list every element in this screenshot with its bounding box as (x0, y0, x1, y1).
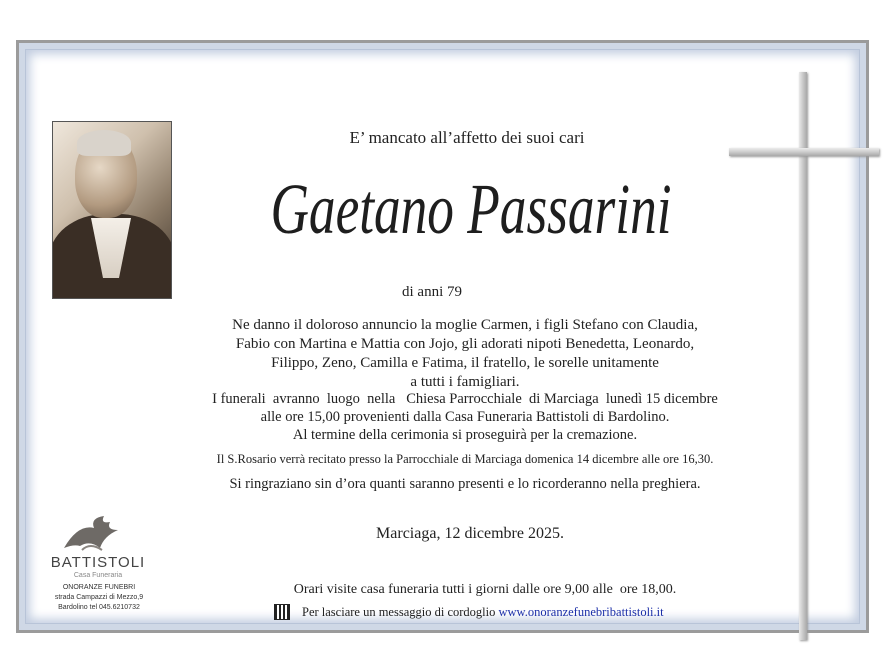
condolence-prefix: Per lasciare un messaggio di cordoglio (302, 605, 499, 619)
family-announcement (180, 316, 750, 392)
funeral-line: Al termine della cerimonia si proseguirà per la cremazione. (292, 427, 638, 443)
logo-info-line: Bardolino tel 045.6210732 (58, 604, 140, 611)
cross-icon-bar (729, 148, 879, 156)
condolence-message (302, 605, 664, 620)
cross-icon (799, 72, 807, 640)
family-line: Ne danno il doloroso annuncio la moglie Carmen, i figli Stefano con Claudia, (232, 317, 698, 333)
logo-subtitle: Casa Funeraria (73, 572, 123, 579)
intro-text: E’ mancato all’affetto dei suoi cari (349, 128, 585, 147)
funeral-line: alle ore 15,00 provenienti dalla Casa Funeraria Battistoli di Bardolino. (260, 409, 670, 425)
condolence-link[interactable]: www.onoranzefunebribattistoli.it (498, 605, 664, 619)
funeral-details (180, 390, 750, 444)
thanks-text: Si ringraziano sin d’ora quanti saranno presenti e lo ricorderanno nella preghiera. (229, 476, 701, 492)
portrait-photo (52, 121, 172, 299)
logo-info-line: ONORANZE FUNEBRI (62, 584, 136, 591)
qr-code-icon[interactable] (274, 604, 290, 620)
logo-name: BATTISTOLI (50, 554, 146, 571)
family-line: Filippo, Zeno, Camilla e Fatima, il fratello, le sorelle unitamente (271, 355, 659, 371)
logo-contact (40, 583, 158, 613)
funeral-line: I funerali avranno luogo nella Chiesa Parrocchiale di Marciaga lunedì 15 dicembre (212, 391, 718, 407)
logo-info-line: strada Campazzi di Mezzo,9 (54, 594, 144, 601)
family-line: Fabio con Martina e Mattia con Jojo, gli adorati nipoti Benedetta, Leonardo, (235, 336, 695, 352)
family-line: a tutti i famigliari. (410, 374, 520, 390)
rosary-text: Il S.Rosario verrà recitato presso la Parrocchiale di Marciaga domenica 14 dicembre alle ore 16,30. (216, 452, 714, 466)
deceased-name: Gaetano Passarini (270, 169, 672, 249)
notice-date: Marciaga, 12 dicembre 2025. (376, 525, 564, 542)
age-text: di anni 79 (402, 284, 462, 300)
eagle-logo-icon (60, 514, 122, 554)
visiting-hours: Orari visite casa funeraria tutti i giorni dalle ore 9,00 alle ore 18,00. (293, 582, 677, 597)
